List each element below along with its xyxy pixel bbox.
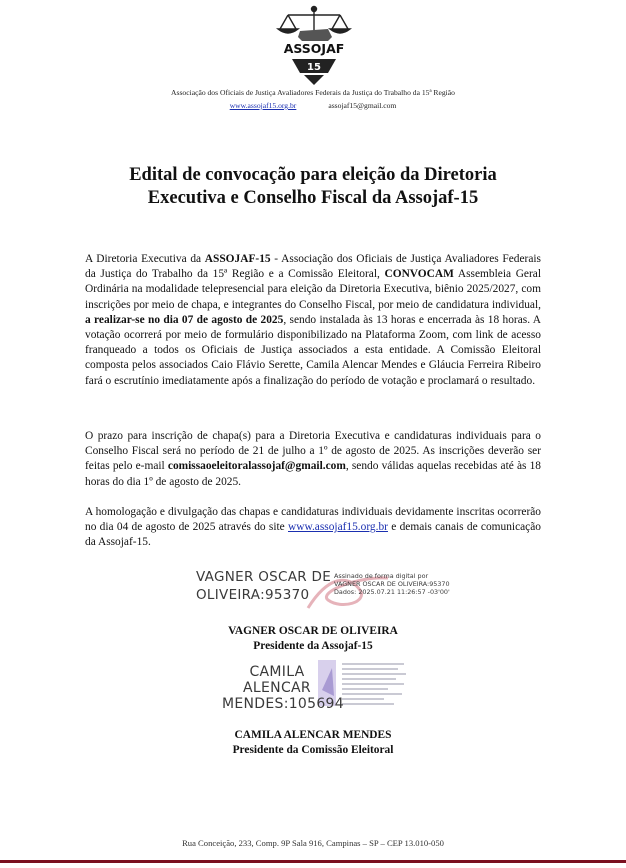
p1-text-2: - Associação dos Oficiais de Justiça Avaliadores Federais da Justiça do Trabalho da 15ª Região e a Comissão Eleitoral, <box>85 253 541 281</box>
p2-text-2: , sendo válidas aquelas recebidas até às 18 horas do dia 1º de agosto de 2025. <box>85 460 542 488</box>
p3-text-2: e demais canais de comunicação da Assojaf-15. <box>85 521 541 549</box>
title-line-2: Executiva e Conselho Fiscal da Assojaf-15 <box>147 188 479 208</box>
paragraph-convocation <box>85 252 541 389</box>
p1-bold-assojaf: ASSOJAF-15 <box>204 253 271 265</box>
footer-rule <box>0 860 626 863</box>
logo-number: 15 <box>307 62 321 73</box>
p1-text-1: A Diretoria Executiva da <box>85 253 205 265</box>
stamp-name-line-1: CAMILA <box>249 664 305 680</box>
stamp-info-line-2: VAGNER OSCAR DE OLIVEIRA:95370 <box>334 580 450 589</box>
signature-1-stamp-name <box>196 568 336 604</box>
p1-bold-convocam: CONVOCAM <box>384 268 454 281</box>
p2-bold-email: comissaoeleitoralassojaf@gmail.com <box>167 460 346 473</box>
signature-2-name: CAMILA ALENCAR MENDES <box>234 729 392 741</box>
stamp-name-line-2: OLIVEIRA:95370 <box>196 587 310 603</box>
stamp-info-line-1: Assinado de forma digital por <box>334 572 429 580</box>
stamp-name-line-1: VAGNER OSCAR DE <box>196 569 332 585</box>
signature-1-name: VAGNER OSCAR DE OLIVEIRA <box>228 625 398 637</box>
signature-1-role: Presidente da Assojaf-15 <box>253 640 373 652</box>
assojaf-logo <box>270 3 358 87</box>
p1-bold-date: a realizar-se no dia 07 de agosto de 2025 <box>85 313 284 326</box>
stamp-info-line-3: Dados: 2025.07.21 11:26:57 -03'00' <box>334 588 450 597</box>
p1-text-4: , sendo instalada às 13 horas e encerrada às 18 horas. A votação ocorrerá por meio de formulário disponibilizado na Plataforma Zoom, com link de acesso franqueado a todos os Oficiais de Justiça associados a esta entidade. A Comissão Eleitoral composta pelos associados Caio Flávio Serette, Camila Alencar Mendes e Gláucia Ferreira Ribeiro fará o escrutínio imediatamente após a finalização do período de votação e proclamará o resultado. <box>85 313 541 387</box>
footer-address: Rua Conceição, 233, Comp. 9P Sala 916, Campinas – SP – CEP 13.010-050 <box>182 838 444 848</box>
signature-2-role: Presidente da Comissão Eleitoral <box>232 744 394 756</box>
stamp-name-line-2: ALENCAR <box>243 680 311 696</box>
stamp-name-line-3: MENDES:105694 <box>222 696 344 712</box>
p1-text-3: Assembleia Geral Ordinária na modalidade telepresencial para eleição da Diretoria Executiva, biênio 2025/2027, com inscrições por meio de chapa, e integrantes do Conselho Fiscal, por meio de candidatura individual, <box>85 268 541 311</box>
p3-text-1: A homologação e divulgação das chapas e candidaturas individuais devidamente inscritas ocorrerão no dia 04 de agosto de 2025 através do site <box>85 506 541 534</box>
header-email: assojaf15@gmail.com <box>328 101 397 110</box>
signature-1-stamp-info <box>334 572 494 597</box>
logo-text: ASSOJAF <box>283 41 345 56</box>
association-name: Associação dos Oficiais de Justiça Avaliadores Federais da Justiça do Trabalho da 15ª Região <box>171 88 455 97</box>
paragraph-homologation <box>85 505 541 551</box>
signature-2-stamp-name <box>222 664 344 712</box>
document-title <box>60 164 566 210</box>
title-line-1: Edital de convocação para eleição da Diretoria <box>129 165 497 185</box>
header-contacts <box>0 101 626 110</box>
p3-website-link[interactable]: www.assojaf15.org.br <box>288 521 388 534</box>
p2-text-1: O prazo para inscrição de chapa(s) para a Diretoria Executiva e candidaturas individuais para o Conselho Fiscal será no período de 21 de julho a 1º de agosto de 2025. As inscrições deverão ser feitas pelo e-mail <box>85 430 541 473</box>
paragraph-registration <box>85 429 541 490</box>
header-website-link[interactable]: www.assojaf15.org.br <box>229 101 297 110</box>
